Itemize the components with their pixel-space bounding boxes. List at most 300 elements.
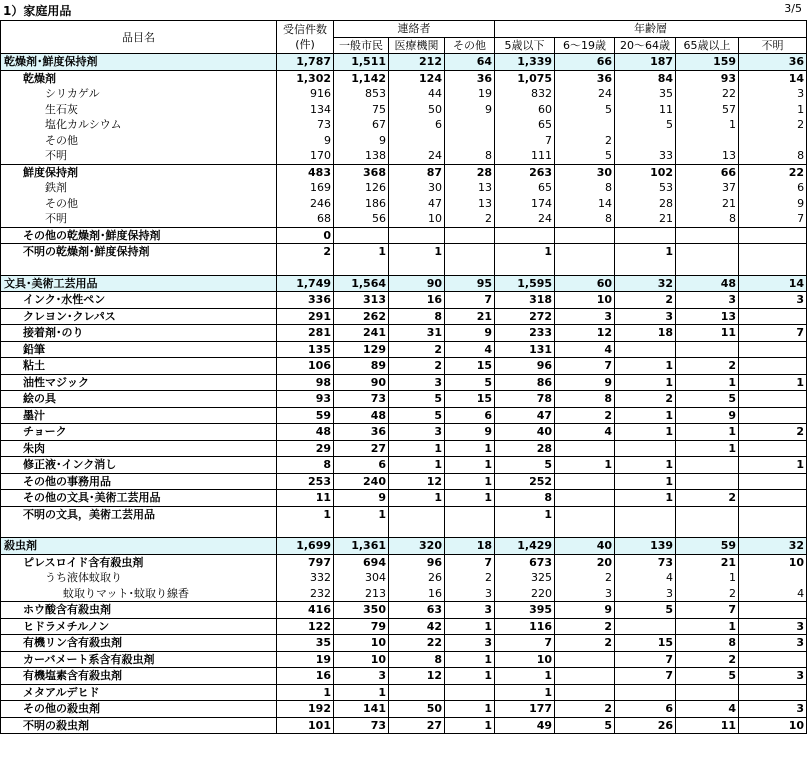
cell-value: 3: [445, 602, 495, 619]
cell-value: [555, 473, 615, 490]
cell-value: 177: [495, 701, 555, 718]
cell-value: 60: [495, 102, 555, 118]
cell-value: [445, 244, 495, 260]
cell-value: 126: [334, 180, 389, 196]
reporter-header-medical: 医療機関: [389, 37, 445, 54]
cell-value: 5: [615, 602, 676, 619]
cell-value: 1: [615, 490, 676, 507]
cell-value: 50: [389, 701, 445, 718]
cell-value: [495, 522, 555, 538]
cell-value: 416: [277, 602, 334, 619]
cell-value: 79: [334, 618, 389, 635]
cell-value: 1: [495, 668, 555, 685]
row-label: その他の乾燥剤･鮮度保持剤: [1, 227, 277, 244]
cell-value: [739, 651, 807, 668]
cell-value: 1: [445, 668, 495, 685]
cell-value: 24: [389, 148, 445, 164]
cell-value: 2: [615, 391, 676, 408]
cell-value: 1: [615, 407, 676, 424]
row-label: 不明の殺虫剤: [1, 717, 277, 734]
cell-value: 24: [555, 86, 615, 102]
cell-value: 42: [389, 618, 445, 635]
cell-value: 1: [739, 457, 807, 474]
cell-value: 5: [615, 117, 676, 133]
age-header-0-5: 5歳以下: [495, 37, 555, 54]
cell-value: [676, 133, 739, 149]
cell-value: 1: [445, 457, 495, 474]
cell-value: 73: [277, 117, 334, 133]
cell-value: 3: [389, 424, 445, 441]
cell-value: 3: [739, 292, 807, 309]
cell-value: [445, 227, 495, 244]
cell-value: 28: [445, 164, 495, 180]
cell-value: 1,511: [334, 54, 389, 71]
cell-value: 96: [389, 554, 445, 570]
cell-value: 10: [495, 651, 555, 668]
cell-value: 187: [615, 54, 676, 71]
cell-value: 1: [615, 244, 676, 260]
table-row: [1, 70, 807, 86]
cell-value: 21: [445, 308, 495, 325]
row-label: 有機塩素含有殺虫剤: [1, 668, 277, 685]
cell-value: 4: [555, 424, 615, 441]
cell-value: 12: [389, 473, 445, 490]
cell-value: 73: [334, 391, 389, 408]
cell-value: 8: [495, 490, 555, 507]
cell-value: 304: [334, 570, 389, 586]
cell-value: 36: [445, 70, 495, 86]
cell-value: [739, 407, 807, 424]
cell-value: 27: [334, 440, 389, 457]
cell-value: 1: [615, 473, 676, 490]
cell-value: 6: [739, 180, 807, 196]
table-row: [1, 490, 807, 507]
cell-value: 8: [739, 148, 807, 164]
cell-value: 8: [555, 180, 615, 196]
row-label: 生石灰: [1, 102, 277, 118]
cell-value: [445, 117, 495, 133]
cell-value: 8: [389, 308, 445, 325]
cell-value: 64: [445, 54, 495, 71]
cell-value: 3: [555, 586, 615, 602]
table-row: [1, 457, 807, 474]
row-label: 油性マジック: [1, 374, 277, 391]
cell-value: 135: [277, 341, 334, 358]
row-label: うち液体蚊取り: [1, 570, 277, 586]
cell-value: 65: [495, 117, 555, 133]
cell-value: 1: [676, 570, 739, 586]
cell-value: 18: [615, 325, 676, 342]
cell-value: [739, 244, 807, 260]
row-label: インク･水性ペン: [1, 292, 277, 309]
cell-value: 4: [615, 570, 676, 586]
cell-value: 11: [277, 490, 334, 507]
cell-value: 1: [615, 358, 676, 375]
cell-value: 47: [495, 407, 555, 424]
cell-value: 2: [676, 651, 739, 668]
cell-value: 1: [676, 117, 739, 133]
cell-value: 28: [615, 196, 676, 212]
cell-value: 1: [495, 506, 555, 522]
cell-value: 75: [334, 102, 389, 118]
cell-value: 40: [495, 424, 555, 441]
cell-value: 10: [739, 554, 807, 570]
cell-value: 395: [495, 602, 555, 619]
cell-value: 84: [615, 70, 676, 86]
cell-value: [676, 244, 739, 260]
cases-header-line2: (件): [295, 38, 315, 51]
table-row: [1, 358, 807, 375]
cell-value: 10: [334, 651, 389, 668]
cell-value: 320: [389, 538, 445, 555]
age-header-20-64: 20～64歳: [615, 37, 676, 54]
cell-value: 3: [445, 586, 495, 602]
row-label: 鮮度保持剤: [1, 164, 277, 180]
cell-value: [676, 457, 739, 474]
table-row: [1, 391, 807, 408]
row-label: 不明の乾燥剤･鮮度保持剤: [1, 244, 277, 260]
table-row: [1, 684, 807, 701]
cell-value: 1: [555, 457, 615, 474]
cell-value: [389, 522, 445, 538]
cell-value: [334, 260, 389, 276]
cell-value: 90: [334, 374, 389, 391]
cell-value: 6: [334, 457, 389, 474]
cell-value: 53: [615, 180, 676, 196]
cell-value: 291: [277, 308, 334, 325]
cell-value: 6: [445, 407, 495, 424]
table-row: [1, 308, 807, 325]
cell-value: 1,429: [495, 538, 555, 555]
table-row: [1, 586, 807, 602]
table-row: [1, 701, 807, 718]
cell-value: 56: [334, 211, 389, 227]
cell-value: 2: [555, 133, 615, 149]
cell-value: [445, 684, 495, 701]
cell-value: 37: [676, 180, 739, 196]
cell-value: 2: [739, 117, 807, 133]
cell-value: 1: [445, 701, 495, 718]
row-label: 不明: [1, 148, 277, 164]
cell-value: [555, 522, 615, 538]
cell-value: [739, 341, 807, 358]
cell-value: 2: [555, 701, 615, 718]
cell-value: 13: [676, 148, 739, 164]
cell-value: 95: [445, 275, 495, 292]
cell-value: 3: [555, 308, 615, 325]
cell-value: [615, 440, 676, 457]
cell-value: 30: [389, 180, 445, 196]
row-label: ホウ酸含有殺虫剤: [1, 602, 277, 619]
cell-value: 1,699: [277, 538, 334, 555]
cell-value: 174: [495, 196, 555, 212]
cell-value: 31: [389, 325, 445, 342]
cell-value: 22: [676, 86, 739, 102]
table-body: [1, 54, 807, 734]
cell-value: 7: [445, 292, 495, 309]
category-row: [1, 54, 807, 71]
cell-value: 1: [389, 244, 445, 260]
table-row: [1, 244, 807, 260]
cell-value: 253: [277, 473, 334, 490]
cell-value: [615, 227, 676, 244]
cell-value: 50: [389, 102, 445, 118]
cell-value: 9: [445, 325, 495, 342]
cell-value: 694: [334, 554, 389, 570]
cell-value: 10: [389, 211, 445, 227]
cell-value: [739, 684, 807, 701]
table-row: [1, 227, 807, 244]
cell-value: 35: [277, 635, 334, 652]
cell-value: 5: [389, 407, 445, 424]
cell-value: 246: [277, 196, 334, 212]
table-row: [1, 211, 807, 227]
cell-value: 10: [555, 292, 615, 309]
cell-value: 483: [277, 164, 334, 180]
cell-value: 7: [615, 651, 676, 668]
cell-value: 11: [615, 102, 676, 118]
cell-value: 9: [555, 602, 615, 619]
cell-value: 36: [739, 54, 807, 71]
row-label: メタアルデヒド: [1, 684, 277, 701]
cell-value: [445, 506, 495, 522]
cell-value: 7: [739, 325, 807, 342]
category-row: [1, 538, 807, 555]
row-label: その他の殺虫剤: [1, 701, 277, 718]
cell-value: 7: [445, 554, 495, 570]
cell-value: [555, 506, 615, 522]
page-number: 3/5: [784, 2, 802, 15]
cell-value: 57: [676, 102, 739, 118]
cell-value: [739, 358, 807, 375]
cell-value: 350: [334, 602, 389, 619]
cell-value: 134: [277, 102, 334, 118]
cell-value: 101: [277, 717, 334, 734]
cell-value: [495, 260, 555, 276]
cell-value: 2: [389, 358, 445, 375]
cell-value: 1: [445, 651, 495, 668]
cell-value: [555, 117, 615, 133]
cell-value: 2: [555, 407, 615, 424]
cell-value: 3: [739, 701, 807, 718]
reporter-group-header: 連絡者: [334, 21, 495, 38]
cell-value: 8: [555, 391, 615, 408]
cell-value: [555, 668, 615, 685]
cell-value: 96: [495, 358, 555, 375]
cell-value: 1: [445, 440, 495, 457]
cell-value: 13: [676, 308, 739, 325]
cell-value: [389, 133, 445, 149]
cell-value: 60: [555, 275, 615, 292]
cell-value: 27: [389, 717, 445, 734]
cell-value: 102: [615, 164, 676, 180]
table-row: [1, 133, 807, 149]
cell-value: 3: [615, 308, 676, 325]
cell-value: 20: [555, 554, 615, 570]
cell-value: 19: [445, 86, 495, 102]
cell-value: 3: [739, 668, 807, 685]
cell-value: 63: [389, 602, 445, 619]
cell-value: 138: [334, 148, 389, 164]
cell-value: 1: [615, 457, 676, 474]
cell-value: 10: [739, 717, 807, 734]
cell-value: 16: [277, 668, 334, 685]
cell-value: [615, 341, 676, 358]
row-label: 粘土: [1, 358, 277, 375]
item-name-header: 品目名: [1, 21, 277, 54]
row-label: その他: [1, 196, 277, 212]
age-header-6-19: 6～19歳: [555, 37, 615, 54]
cell-value: 368: [334, 164, 389, 180]
cell-value: 5: [676, 668, 739, 685]
cell-value: [676, 684, 739, 701]
cell-value: [389, 684, 445, 701]
cell-value: 8: [277, 457, 334, 474]
cell-value: 2: [445, 211, 495, 227]
cell-value: 18: [445, 538, 495, 555]
cell-value: 111: [495, 148, 555, 164]
cell-value: 78: [495, 391, 555, 408]
cell-value: 1,564: [334, 275, 389, 292]
cell-value: [445, 133, 495, 149]
cell-value: 9: [739, 196, 807, 212]
cell-value: 5: [389, 391, 445, 408]
cell-value: 1: [277, 684, 334, 701]
cell-value: 14: [739, 275, 807, 292]
cell-value: 122: [277, 618, 334, 635]
cell-value: [334, 227, 389, 244]
cell-value: 3: [676, 292, 739, 309]
cell-value: 318: [495, 292, 555, 309]
cell-value: 48: [334, 407, 389, 424]
statistics-table: [0, 20, 807, 734]
cell-value: 15: [615, 635, 676, 652]
cell-value: 32: [615, 275, 676, 292]
cell-value: 2: [676, 358, 739, 375]
table-row: [1, 717, 807, 734]
row-label: その他: [1, 133, 277, 149]
cell-value: 59: [277, 407, 334, 424]
cell-value: 332: [277, 570, 334, 586]
cell-value: [739, 506, 807, 522]
table-row: [1, 473, 807, 490]
cell-value: 240: [334, 473, 389, 490]
row-label: チョーク: [1, 424, 277, 441]
cell-value: 68: [277, 211, 334, 227]
cell-value: 5: [495, 457, 555, 474]
cell-value: 16: [389, 292, 445, 309]
table-row: [1, 325, 807, 342]
cell-value: 213: [334, 586, 389, 602]
cell-value: [739, 391, 807, 408]
cell-value: 129: [334, 341, 389, 358]
cell-value: [555, 651, 615, 668]
cell-value: 1: [445, 717, 495, 734]
cell-value: 4: [739, 586, 807, 602]
cell-value: 14: [555, 196, 615, 212]
cell-value: 281: [277, 325, 334, 342]
age-header-65plus: 65歳以上: [676, 37, 739, 54]
cell-value: 14: [739, 70, 807, 86]
table-row: [1, 292, 807, 309]
cell-value: 1: [676, 618, 739, 635]
cell-value: 1: [277, 506, 334, 522]
cell-value: [739, 308, 807, 325]
row-label: 不明の文具，美術工芸用品: [1, 506, 277, 522]
cell-value: [389, 227, 445, 244]
cell-value: 66: [555, 54, 615, 71]
cell-value: [676, 227, 739, 244]
cell-value: 272: [495, 308, 555, 325]
cell-value: 22: [739, 164, 807, 180]
row-label: 乾燥剤: [1, 70, 277, 86]
row-label: その他の文具･美術工芸用品: [1, 490, 277, 507]
cell-value: 13: [445, 180, 495, 196]
cell-value: 26: [615, 717, 676, 734]
cell-value: 21: [676, 554, 739, 570]
cell-value: 2: [389, 341, 445, 358]
row-label: [1, 260, 277, 276]
cell-value: 48: [676, 275, 739, 292]
cell-value: [739, 440, 807, 457]
age-header-unknown: 不明: [739, 37, 807, 54]
cell-value: 252: [495, 473, 555, 490]
table-row: [1, 117, 807, 133]
cell-value: 131: [495, 341, 555, 358]
cell-value: 48: [277, 424, 334, 441]
cell-value: [739, 602, 807, 619]
cell-value: 1: [495, 244, 555, 260]
cell-value: 8: [555, 211, 615, 227]
cell-value: 1: [676, 424, 739, 441]
cell-value: 170: [277, 148, 334, 164]
cell-value: 93: [277, 391, 334, 408]
cell-value: 1,142: [334, 70, 389, 86]
table-row: [1, 102, 807, 118]
cell-value: 220: [495, 586, 555, 602]
row-label: ヒドラメチルノン: [1, 618, 277, 635]
cell-value: 1: [334, 506, 389, 522]
row-label: 不明: [1, 211, 277, 227]
cell-value: 1: [676, 440, 739, 457]
cell-value: 186: [334, 196, 389, 212]
cell-value: [615, 260, 676, 276]
cell-value: [277, 260, 334, 276]
table-row: [1, 602, 807, 619]
cell-value: 21: [676, 196, 739, 212]
cell-value: 1: [445, 618, 495, 635]
cell-value: 169: [277, 180, 334, 196]
cell-value: 1: [739, 374, 807, 391]
cell-value: 1: [334, 684, 389, 701]
row-label: 絵の具: [1, 391, 277, 408]
table-row: [1, 651, 807, 668]
cell-value: [277, 522, 334, 538]
cell-value: 8: [389, 651, 445, 668]
cell-value: 73: [615, 554, 676, 570]
cell-value: [615, 684, 676, 701]
cell-value: 1: [334, 244, 389, 260]
cell-value: 1: [739, 102, 807, 118]
cell-value: 3: [739, 635, 807, 652]
row-label: カーバメート系含有殺虫剤: [1, 651, 277, 668]
cell-value: 1: [389, 440, 445, 457]
cell-value: 90: [389, 275, 445, 292]
cell-value: 73: [334, 717, 389, 734]
cell-value: 1: [389, 490, 445, 507]
row-label: ピレスロイド含有殺虫剤: [1, 554, 277, 570]
cell-value: [555, 684, 615, 701]
